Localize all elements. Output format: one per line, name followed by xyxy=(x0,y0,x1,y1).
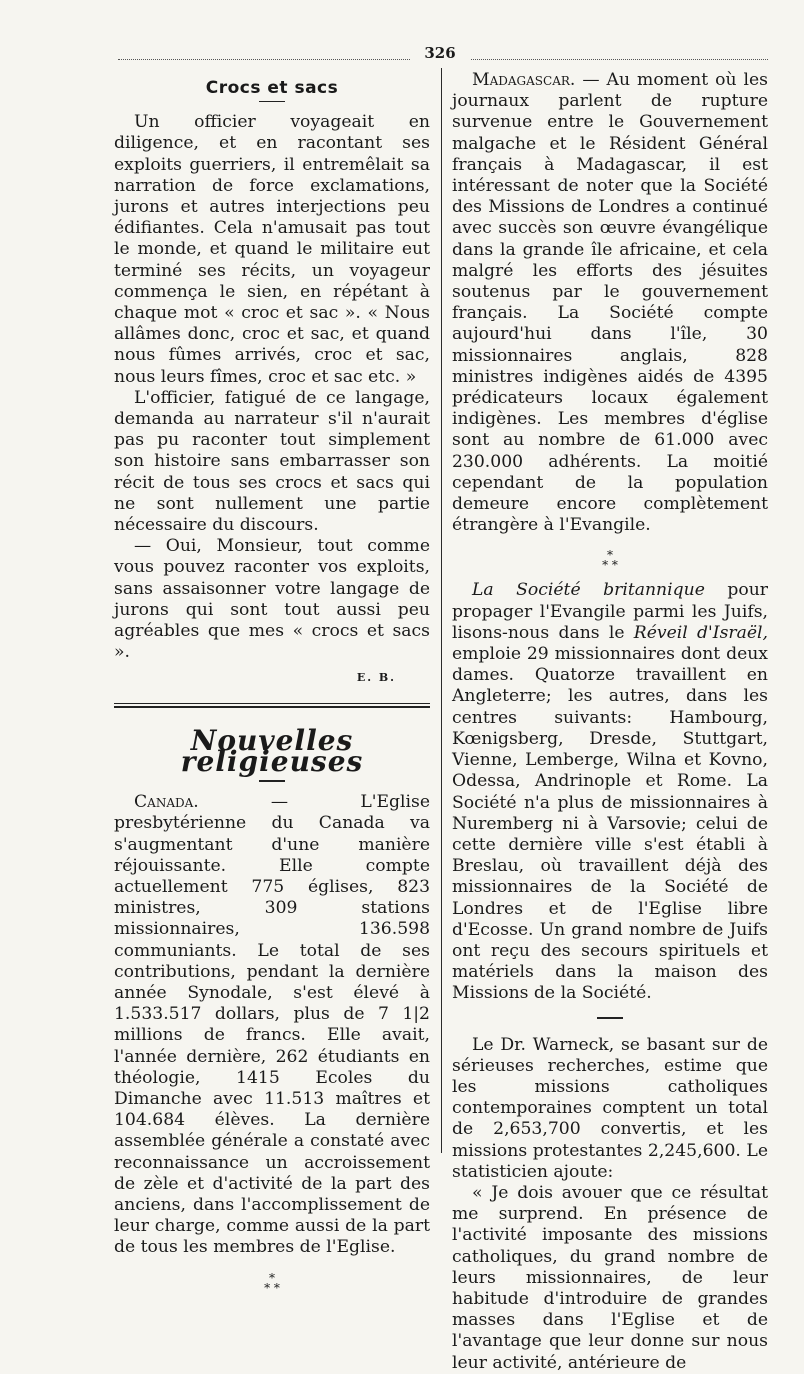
title-rule xyxy=(259,101,285,102)
news-text: — L'Eglise presbytérienne du Canada va s'augmentant d'une manière réjouissante. Elle compte actuellement 775 églises, 823 ministres, 309 stations missionnaires, 136.598 communiants. Le total de ses contributions, pendant la dernière année Synodale, s'est élevé à 1.533.517 dollars, plus de 7 1|2 millions de francs. Elle avait, l'année dernière, 262 étudiants en théologie, 1415 Ecoles du Dimanche avec 11.513 maîtres et 104.684 élèves. La dernière assemblée générale a constaté avec reconnaissance un accroissement de zèle et d'activité de la part des anciens, dans l'accomplissement de leur charge, comme aussi de la part de tous les membres de l'Eglise. xyxy=(114,792,430,1258)
section-rule xyxy=(114,703,430,704)
left-column xyxy=(114,70,430,1303)
news-item-canada xyxy=(114,792,430,1258)
article-paragraph: Un officier voyageait en diligence, et en racontant ses exploits guerriers, il entremêlait sa narration de force exclamations, jurons et autres interjections peu édifiantes. Cela n'amusait pas tout le monde, et quand le militaire eut terminé ses récits, un voyageur commença le sien, en répétant à chaque mot « croc et sac ». « Nous allâmes donc, croc et sac, et quand nous fûmes arrivés, croc et sac, nous leurs fîmes, croc et sac etc. » xyxy=(114,112,430,387)
column-divider xyxy=(441,68,442,1153)
signature: E. B. xyxy=(356,671,396,685)
section-title: Nouvelles religieuses xyxy=(180,723,364,778)
asterism: * * * xyxy=(602,548,618,573)
section-rule xyxy=(114,706,430,708)
news-label: Madagascar. xyxy=(472,70,576,90)
asterism: * * * xyxy=(264,1270,280,1295)
news-item-warneck-quote: « Je dois avouer que ce résultat me surprend. En présence de l'activité imposante des missions catholiques, du grand nombre de leurs missionnaires, de leur habitude d'introduire de grandes masses dans l'Eglise et de l'avantage que leur donne sur nous leur activité, antérieure de xyxy=(452,1182,768,1373)
italic-text: La Société britannique xyxy=(472,580,705,601)
news-text: emploie 29 missionnaires dont deux dames. Quatorze travaillent en Angleterre; les autres, dans les centres suivants: Hambourg, Kœnigsberg, Dresde, Stuttgart, Vienne, Lemberge, Wilna et Kovno, Odessa, Andrinople et Rome. La Société n'a plus de missionnaires à Nuremberg ni à Varsovie; celui de cette dernière ville s'est établi à Breslau, où travaillent déjà des missionnaires de la Société de Londres et de l'Eglise libre d'Ecosse. Un grand nombre de Juifs ont reçu des secours spirituels et matériels dans la maison des Missions de la Société. xyxy=(452,644,768,1004)
news-text: — Au moment où les journaux parlent de rupture survenue entre le Gouvernement malgache et le Résident Général français à Madagascar, il est intéressant de noter que la Société des Missions de Londres a continué avec succès son œuvre évangélique dans la grande île africaine, et cela malgré les efforts des jésuites soutenus par le gouvernement français. La Société compte aujourd'hui dans l'île, 30 missionnaires anglais, 828 ministres indigènes aidés de 4395 prédicateurs locaux également indigènes. Les membres d'église sont au nombre de 61.000 avec 230.000 adhérents. La moitié cependant de la population demeure encore complètement étrangère à l'Evangile. xyxy=(452,70,768,536)
news-text: pour propager l'Evangile parmi les Juifs, lisons-nous dans le xyxy=(452,580,768,643)
news-item-madagascar xyxy=(452,70,768,536)
right-column xyxy=(452,70,768,1374)
article-title: Crocs et sacs xyxy=(205,78,339,98)
separator-rule xyxy=(597,1017,623,1019)
italic-text: Réveil d'Israël, xyxy=(633,622,768,643)
section-title-rule xyxy=(259,780,285,782)
news-item-societe xyxy=(452,580,768,1004)
news-item-warneck: Le Dr. Warneck, se basant sur de sérieuses recherches, estime que les missions catholiques contemporaines comptent un total de 2,653,700 convertis, et les missions protestantes 2,245,600. Le statisticien ajoute: xyxy=(452,1034,768,1182)
article-paragraph: — Oui, Monsieur, tout comme vous pouvez raconter vos exploits, sans assaisonner votre langage de jurons qui sont tout aussi peu agréables que mes « crocs et sacs ». xyxy=(114,536,430,663)
article-paragraph: L'officier, fatigué de ce langage, demanda au narrateur s'il n'aurait pas pu raconter tout simplement son histoire sans embarrasser son récit de tous ses crocs et sacs qui ne sont nullement une partie nécessaire du discours. xyxy=(114,387,430,536)
news-label: Canada. xyxy=(134,792,199,813)
page-number: 326 xyxy=(410,44,470,62)
